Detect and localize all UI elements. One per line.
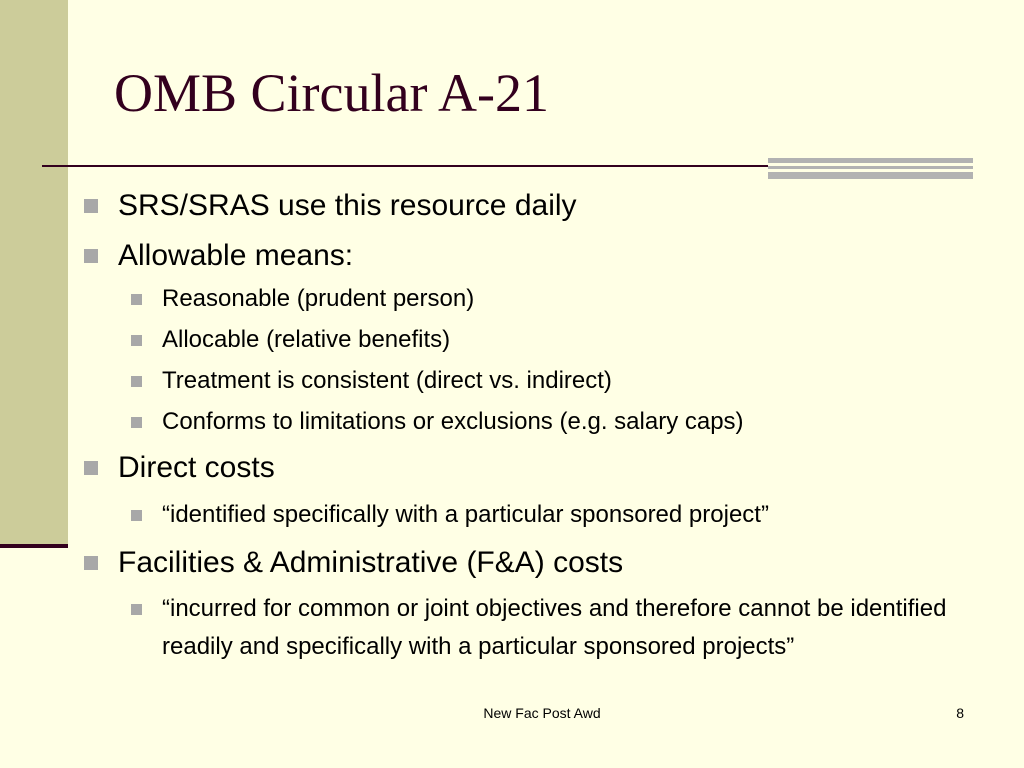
slide-title: OMB Circular A-21 <box>114 63 549 123</box>
bullet-level-2: “identified specifically with a particular sponsored project” <box>162 501 769 528</box>
bullet-level-2: Reasonable (prudent person) <box>162 285 475 312</box>
square-bullet-icon <box>84 461 98 475</box>
bullet-level-2: Treatment is consistent (direct vs. indirect) <box>162 367 612 394</box>
bullet-level-2: Allocable (relative benefits) <box>162 326 451 353</box>
square-bullet-icon <box>84 249 98 263</box>
bullet-level-1: SRS/SRAS use this resource daily <box>118 189 577 222</box>
page-number: 8 <box>956 705 964 721</box>
square-bullet-icon <box>84 556 98 570</box>
small-square-bullet-icon <box>131 335 142 346</box>
small-square-bullet-icon <box>131 376 142 387</box>
bullet-level-2: “incurred for common or joint objectives and therefore cannot be identified readily and specifically with a particular sponsored projects” <box>162 595 947 660</box>
small-square-bullet-icon <box>131 604 142 615</box>
square-bullet-icon <box>84 199 98 213</box>
footer-text: New Fac Post Awd <box>483 705 601 721</box>
small-square-bullet-icon <box>131 510 142 521</box>
bullet-level-2: Conforms to limitations or exclusions (e.g. salary caps) <box>162 408 744 435</box>
bullet-level-1: Facilities & Administrative (F&A) costs <box>118 546 624 579</box>
bullet-level-1: Allowable means: <box>118 239 354 272</box>
small-square-bullet-icon <box>131 417 142 428</box>
bullet-level-1: Direct costs <box>118 451 275 484</box>
small-square-bullet-icon <box>131 294 142 305</box>
